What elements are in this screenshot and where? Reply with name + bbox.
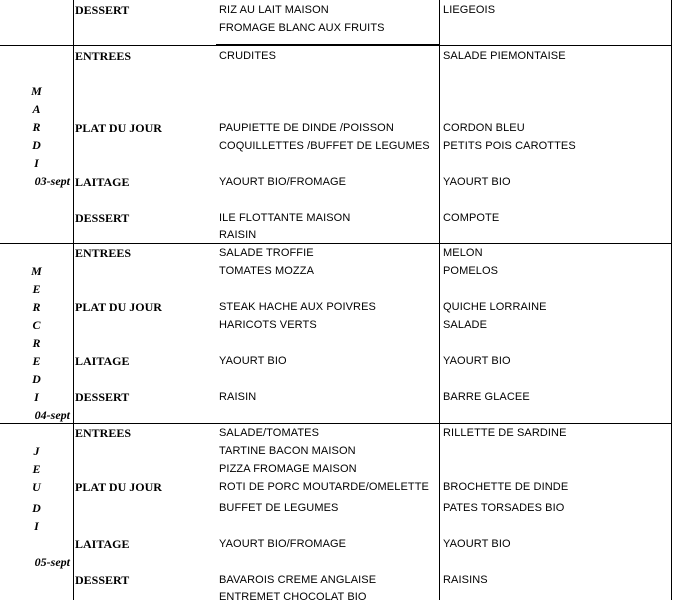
menu-item: COMPOTE xyxy=(443,212,500,224)
day-letter: R xyxy=(32,300,41,314)
divider-mercredi xyxy=(0,243,672,244)
menu-item: BARRE GLACEE xyxy=(443,391,530,403)
menu-item: YAOURT BIO xyxy=(219,355,287,367)
day-date: 05-sept xyxy=(34,555,70,569)
menu-item: SALADE TROFFIE xyxy=(219,247,314,259)
menu-item: BAVAROIS CREME ANGLAISE xyxy=(219,574,377,586)
grid-line-left xyxy=(73,0,74,600)
category-label: DESSERT xyxy=(75,390,130,404)
menu-item: TOMATES MOZZA xyxy=(219,265,315,277)
day-letter: E xyxy=(32,354,41,368)
day-letter: E xyxy=(32,282,41,296)
day-letter: E xyxy=(32,462,41,476)
category-label: PLAT DU JOUR xyxy=(75,300,162,314)
category-label: PLAT DU JOUR xyxy=(75,480,162,494)
divider-top-inner xyxy=(216,44,440,45)
menu-item: CRUDITES xyxy=(219,50,277,62)
day-letter: I xyxy=(34,156,39,170)
menu-item: YAOURT BIO xyxy=(443,176,511,188)
menu-item: ENTREMET CHOCOLAT BIO xyxy=(219,591,367,603)
day-letter: J xyxy=(33,444,40,458)
menu-item: ROTI DE PORC MOUTARDE/OMELETTE xyxy=(219,481,429,493)
day-letter: D xyxy=(32,501,41,515)
category-label: DESSERT xyxy=(75,573,130,587)
menu-item: YAOURT BIO/FROMAGE xyxy=(219,538,347,550)
day-letter: U xyxy=(32,480,41,494)
menu-item: YAOURT BIO xyxy=(443,355,511,367)
menu-item: MELON xyxy=(443,247,483,259)
day-letter: A xyxy=(32,102,41,116)
menu-item: QUICHE LORRAINE xyxy=(443,301,547,313)
day-letter: C xyxy=(32,318,41,332)
category-label: ENTREES xyxy=(75,426,132,440)
category-label: LAITAGE xyxy=(75,537,130,551)
day-letter: D xyxy=(32,138,41,152)
category-label: LAITAGE xyxy=(75,175,130,189)
day-letter: I xyxy=(34,390,39,404)
day-date: 03-sept xyxy=(34,174,70,188)
menu-item: SALADE PIEMONTAISE xyxy=(443,50,566,62)
category-label: DESSERT xyxy=(75,3,130,17)
divider-jeudi xyxy=(0,423,672,424)
day-letter: R xyxy=(32,120,41,134)
grid-line-right xyxy=(671,0,672,600)
menu-item: STEAK HACHE AUX POIVRES xyxy=(219,301,376,313)
day-letter: I xyxy=(34,519,39,533)
day-date: 04-sept xyxy=(34,408,70,422)
menu-item: SALADE/TOMATES xyxy=(219,427,320,439)
menu-item: CORDON BLEU xyxy=(443,122,525,134)
menu-item: YAOURT BIO xyxy=(443,538,511,550)
menu-item: RIZ AU LAIT MAISON xyxy=(219,4,329,16)
menu-item: PAUPIETTE DE DINDE /POISSON xyxy=(219,122,394,134)
category-label: ENTREES xyxy=(75,49,132,63)
menu-item: COQUILLETTES /BUFFET DE LEGUMES xyxy=(219,140,430,152)
menu-item: RAISIN xyxy=(219,229,257,241)
day-letter: R xyxy=(32,336,41,350)
menu-item: ILE FLOTTANTE MAISON xyxy=(219,212,351,224)
menu-item: PIZZA FROMAGE MAISON xyxy=(219,463,357,475)
day-letter: D xyxy=(32,372,41,386)
day-letter: M xyxy=(31,84,42,98)
menu-item: RAISINS xyxy=(443,574,488,586)
day-letter: M xyxy=(31,264,42,278)
menu-item: FROMAGE BLANC AUX FRUITS xyxy=(219,22,385,34)
menu-item: POMELOS xyxy=(443,265,499,277)
menu-item: LIEGEOIS xyxy=(443,4,496,16)
divider-mardi xyxy=(0,45,672,46)
menu-item: YAOURT BIO/FROMAGE xyxy=(219,176,347,188)
menu-item: BROCHETTE DE DINDE xyxy=(443,481,569,493)
menu-item: BUFFET DE LEGUMES xyxy=(219,502,339,514)
menu-item: RILLETTE DE SARDINE xyxy=(443,427,567,439)
menu-item: RAISIN xyxy=(219,391,257,403)
grid-line-middle xyxy=(439,0,440,600)
category-label: LAITAGE xyxy=(75,354,130,368)
menu-item: PATES TORSADES BIO xyxy=(443,502,565,514)
menu-item: PETITS POIS CAROTTES xyxy=(443,140,576,152)
category-label: DESSERT xyxy=(75,211,130,225)
menu-item: SALADE xyxy=(443,319,488,331)
category-label: PLAT DU JOUR xyxy=(75,121,162,135)
menu-item: TARTINE BACON MAISON xyxy=(219,445,356,457)
category-label: ENTREES xyxy=(75,246,132,260)
menu-item: HARICOTS VERTS xyxy=(219,319,317,331)
